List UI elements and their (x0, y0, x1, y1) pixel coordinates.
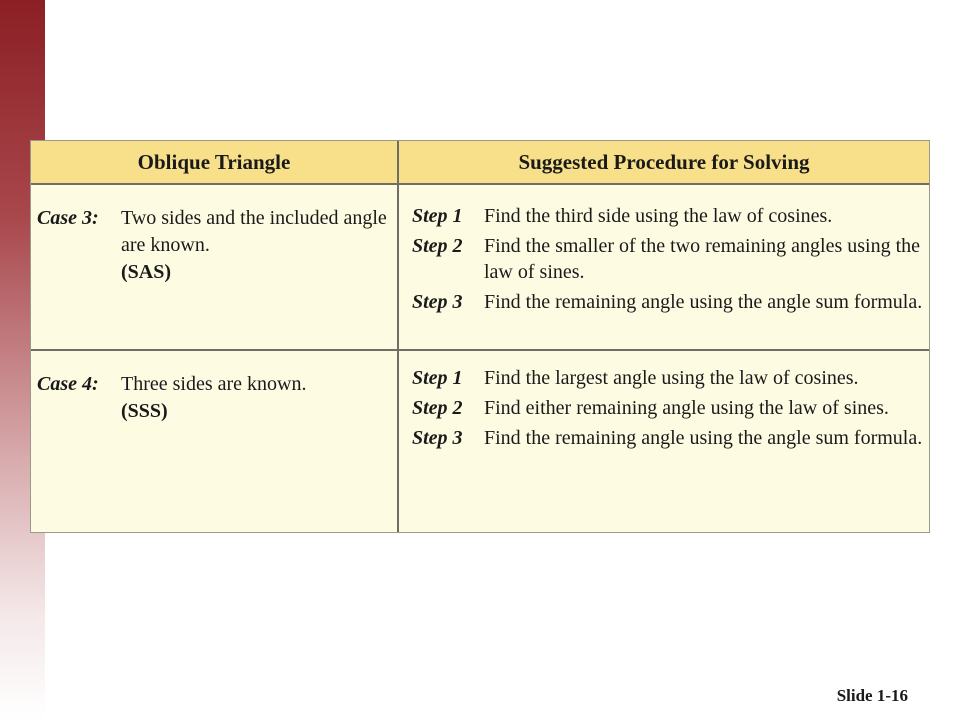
case-4-label: Case 4: (37, 373, 99, 395)
case-3-text: Two sides and the included angle are known. (121, 207, 387, 256)
header-suggested-procedure: Suggested Procedure for Solving (518, 150, 810, 174)
header-oblique-triangle: Oblique Triangle (137, 150, 291, 174)
case-3-code: (SAS) (121, 261, 172, 283)
case-3-step-2 (412, 233, 928, 285)
step-label: Step 3 (412, 427, 463, 449)
step-label: Step 1 (412, 205, 463, 227)
case-3-description (121, 205, 391, 286)
case-4-text: Three sides are known. (121, 373, 307, 395)
case-4-step-2 (412, 395, 928, 421)
step-text: Find the largest angle using the law of cosines. (484, 367, 859, 389)
step-label: Step 3 (412, 291, 463, 313)
step-label: Step 2 (412, 397, 463, 419)
case-3-label: Case 3: (37, 207, 99, 229)
case-4-steps (412, 365, 928, 455)
step-label: Step 2 (412, 235, 463, 257)
procedure-table (30, 140, 930, 533)
case-4-description (121, 371, 391, 425)
case-3-step-1 (412, 203, 928, 229)
step-text: Find the remaining angle using the angle sum formula. (484, 427, 923, 449)
step-text: Find either remaining angle using the law of sines. (484, 397, 889, 419)
step-label: Step 1 (412, 367, 463, 389)
case-3-step-3 (412, 289, 928, 315)
table-header (31, 141, 929, 185)
column-divider (397, 141, 399, 532)
case-4-step-1 (412, 365, 928, 391)
step-text: Find the smaller of the two remaining angles using the law of sines. (484, 235, 921, 283)
row-divider (31, 349, 929, 351)
slide-number: Slide 1-16 (836, 686, 908, 705)
step-text: Find the third side using the law of cosines. (484, 205, 833, 227)
case-4-step-3 (412, 425, 928, 451)
step-text: Find the remaining angle using the angle sum formula. (484, 291, 923, 313)
case-4-code: (SSS) (121, 400, 168, 422)
case-3-steps (412, 203, 928, 319)
